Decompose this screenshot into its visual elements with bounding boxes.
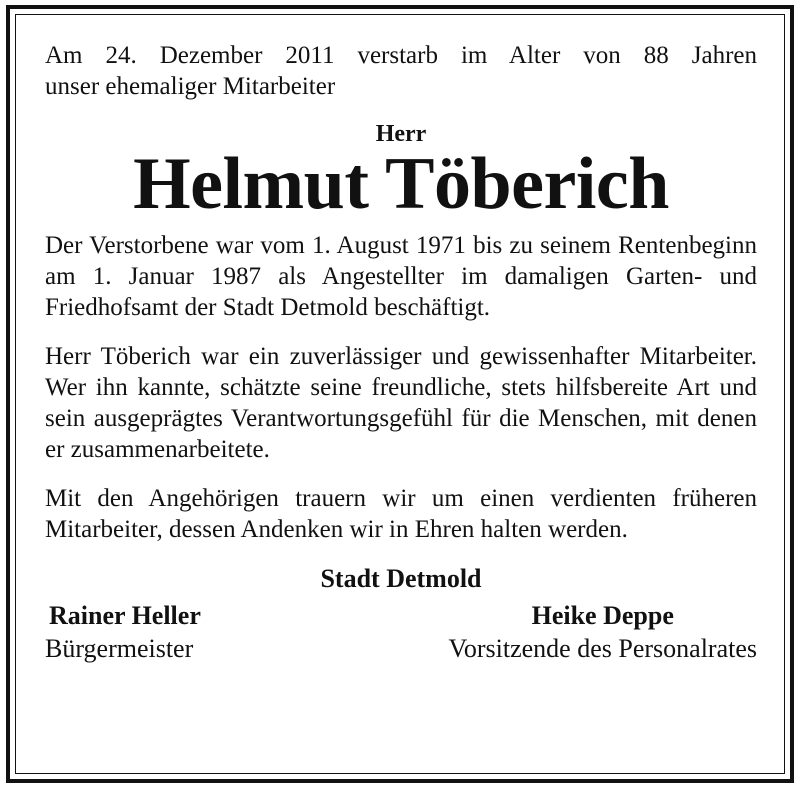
deceased-name: Helmut Töberich bbox=[133, 143, 669, 225]
signer-left-name: Rainer Heller bbox=[49, 601, 201, 630]
paragraph-employment: Der Verstorbene war vom 1. August 1971 bis zu seinem Rentenbeginn am 1. Januar 1987 als Angestellter im damaligen Garten- und Friedhofsamt der Stadt Detmold beschäftigt. bbox=[45, 232, 757, 321]
signer-left-role: Bürgermeister bbox=[45, 634, 194, 663]
signer-right-name: Heike Deppe bbox=[531, 601, 674, 630]
intro-line-1: Am 24. Dezember 2011 verstarb im Alter von 88 Jahren bbox=[45, 42, 757, 69]
signer-right-role: Vorsitzende des Personalrates bbox=[448, 634, 757, 663]
organization-name: Stadt Detmold bbox=[320, 564, 482, 593]
obituary-notice bbox=[45, 40, 757, 665]
signer-right bbox=[448, 599, 757, 665]
paragraph-tribute: Herr Töberich war ein zuverlässiger und gewissenhafter Mitarbeiter. Wer ihn kannte, schätzte seine freundliche, stets hilfsbereite Art und sein ausgeprägtes Verantwortungsgefühl für die Menschen, mit denen er zusammenarbeitete. bbox=[45, 343, 757, 463]
salutation: Herr bbox=[375, 121, 427, 147]
signer-left bbox=[45, 599, 201, 665]
signature-row bbox=[45, 599, 757, 665]
paragraph-mourning: Mit den Angehörigen trauern wir um einen verdienten früheren Mitarbeiter, dessen Andenken wir in Ehren halten werden. bbox=[45, 485, 757, 543]
intro-line-2: unser ehemaliger Mitarbeiter bbox=[45, 73, 336, 100]
